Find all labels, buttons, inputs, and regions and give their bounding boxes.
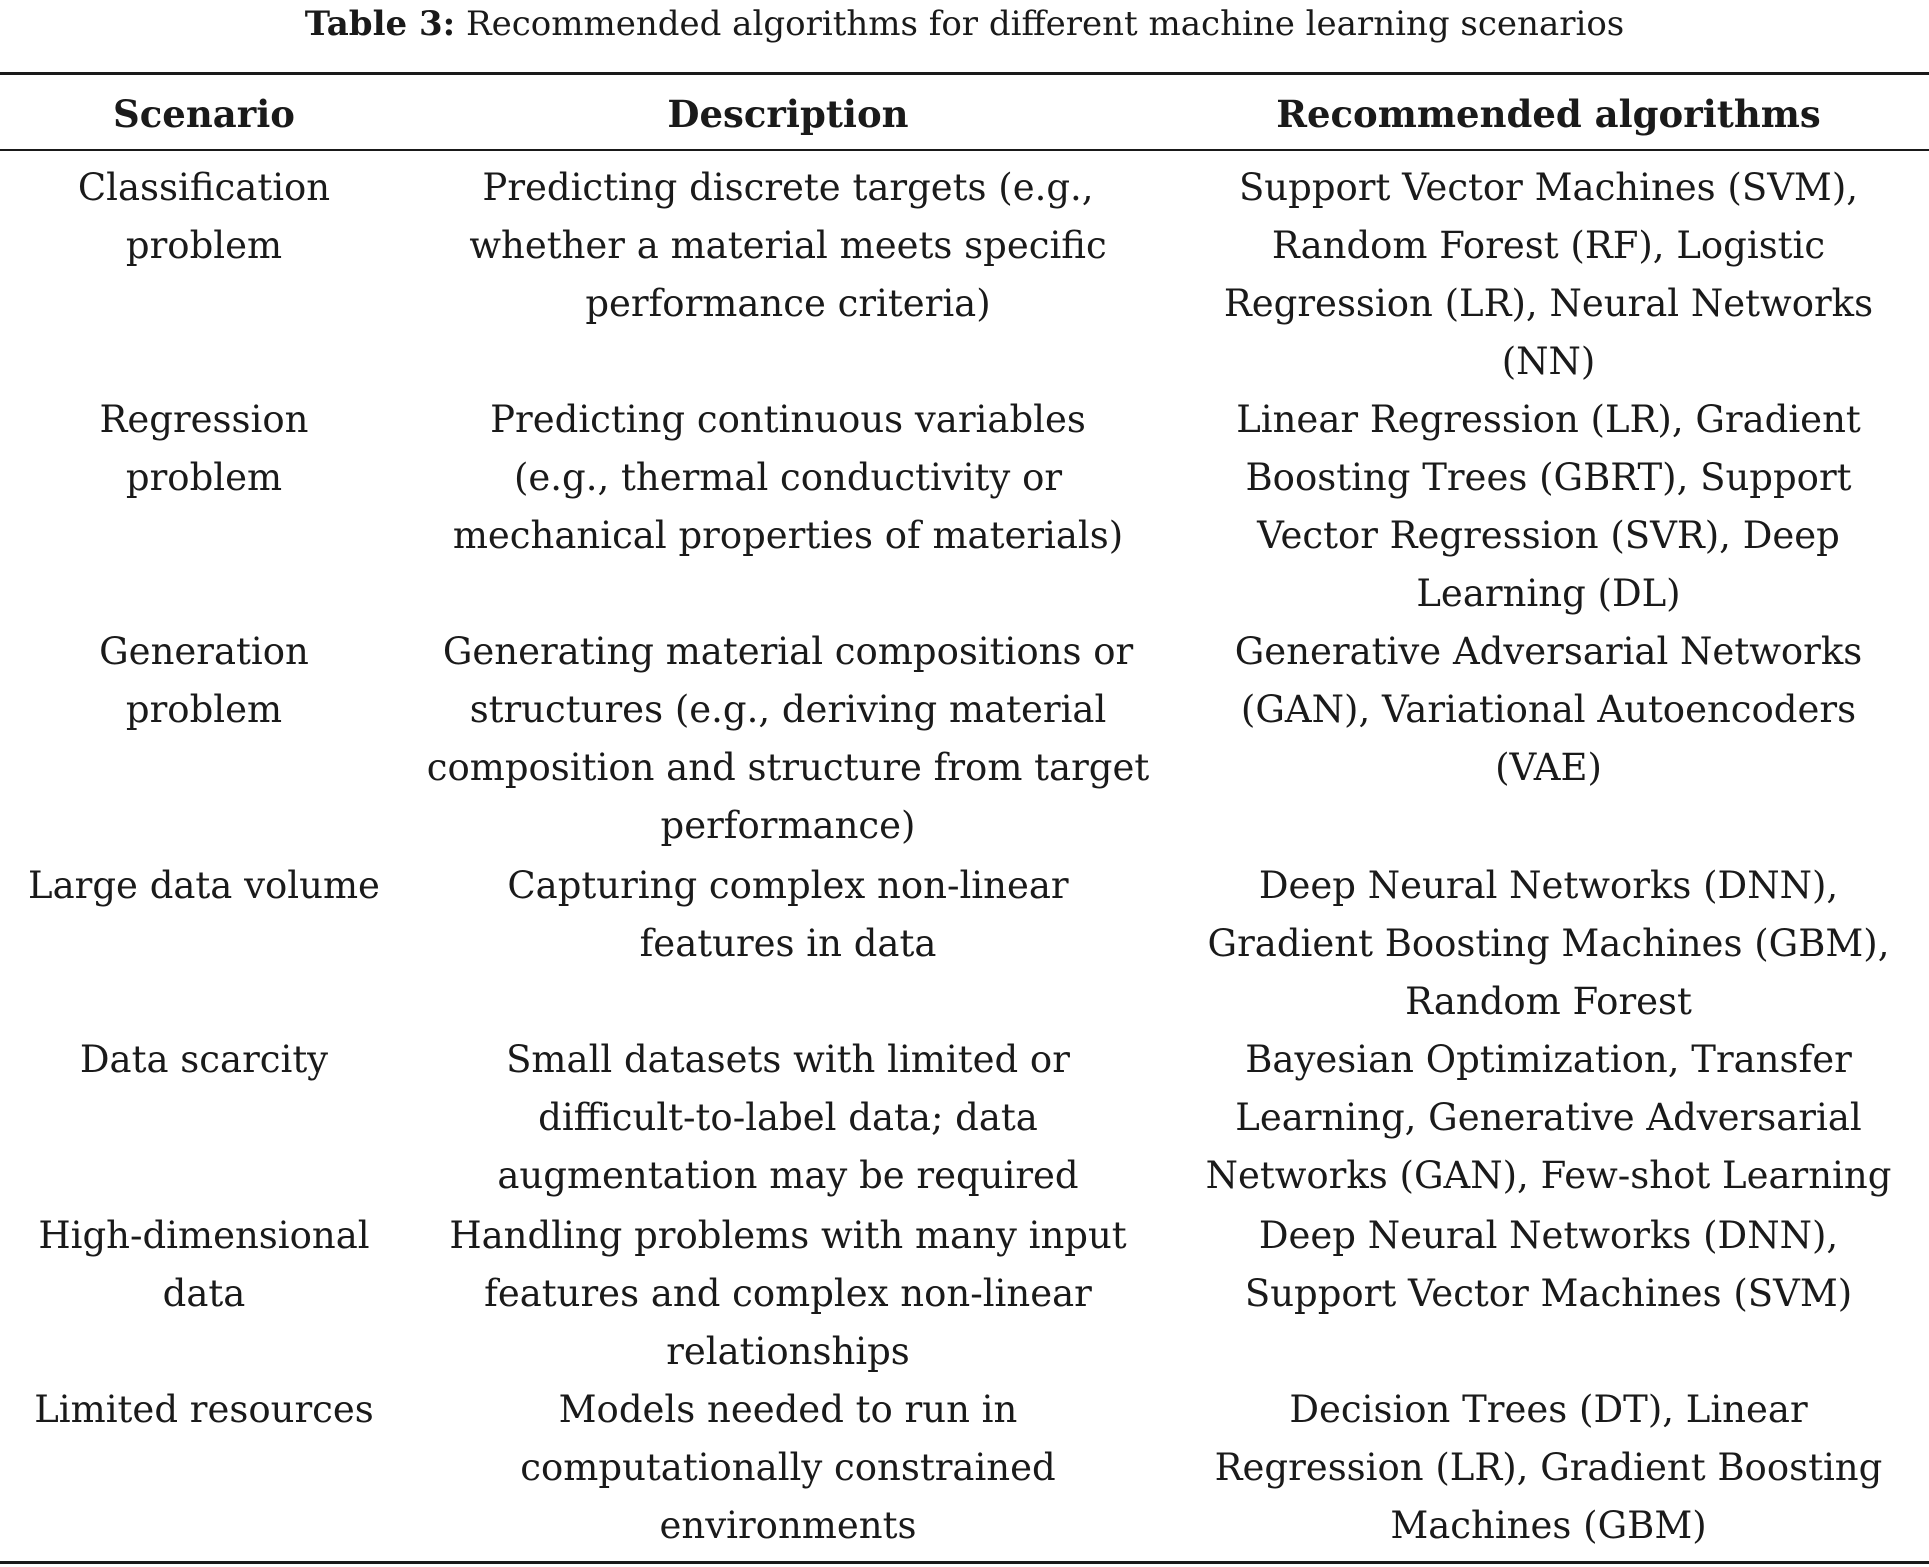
table-row [0, 857, 1929, 1031]
table-row [0, 1381, 1929, 1563]
cell-description: Handling problems with many input features and complex non-linear relationships [449, 1214, 1127, 1373]
cell-scenario: Generation problem [99, 630, 309, 731]
algorithms-table-container [0, 72, 1929, 1564]
table-row [0, 150, 1929, 391]
cell-scenario: Data scarcity [79, 1038, 329, 1081]
cell-scenario: Large data volume [28, 864, 380, 907]
cell-scenario: High-dimensional data [38, 1214, 370, 1315]
cell-scenario: Classification problem [77, 166, 331, 267]
cell-description: Predicting discrete targets (e.g., whether a material meets specific performance criteria) [469, 166, 1107, 325]
table-caption-label: Table 3: [304, 4, 456, 44]
cell-description: Generating material compositions or structures (e.g., deriving material composition and structure from target performance) [426, 630, 1150, 847]
header-recommended-algorithms: Recommended algorithms [1276, 92, 1821, 136]
cell-algorithms: Decision Trees (DT), Linear Regression (LR), Gradient Boosting Machines (GBM) [1214, 1388, 1883, 1547]
algorithms-table [0, 72, 1929, 1564]
cell-algorithms: Bayesian Optimization, Transfer Learning, Generative Adversarial Networks (GAN), Few-shot Learning [1205, 1038, 1892, 1197]
cell-scenario: Regression problem [99, 398, 309, 499]
cell-scenario: Limited resources [34, 1388, 374, 1431]
table-header-row [0, 74, 1929, 151]
table-row [0, 1207, 1929, 1381]
header-description: Description [667, 92, 909, 136]
table-row [0, 391, 1929, 623]
cell-description: Small datasets with limited or difficult-to-label data; data augmentation may be required [497, 1038, 1079, 1197]
cell-algorithms: Generative Adversarial Networks (GAN), Variational Autoencoders (VAE) [1234, 630, 1863, 789]
table-row [0, 1031, 1929, 1207]
cell-algorithms: Linear Regression (LR), Gradient Boosting Trees (GBRT), Support Vector Regression (SVR), Deep Learning (DL) [1236, 398, 1861, 615]
cell-algorithms: Support Vector Machines (SVM), Random Forest (RF), Logistic Regression (LR), Neural Networks (NN) [1223, 166, 1874, 383]
cell-algorithms: Deep Neural Networks (DNN), Gradient Boosting Machines (GBM), Random Forest [1207, 864, 1890, 1023]
cell-description: Models needed to run in computationally constrained environments [520, 1388, 1056, 1547]
table-caption [0, 0, 1929, 52]
cell-description: Capturing complex non-linear features in data [507, 864, 1069, 965]
cell-algorithms: Deep Neural Networks (DNN), Support Vector Machines (SVM) [1244, 1214, 1853, 1315]
table-row [0, 623, 1929, 857]
cell-description: Predicting continuous variables (e.g., thermal conductivity or mechanical properties of materials) [452, 398, 1124, 557]
header-scenario: Scenario [113, 92, 295, 136]
table-caption-text: Recommended algorithms for different machine learning scenarios [455, 4, 1625, 44]
